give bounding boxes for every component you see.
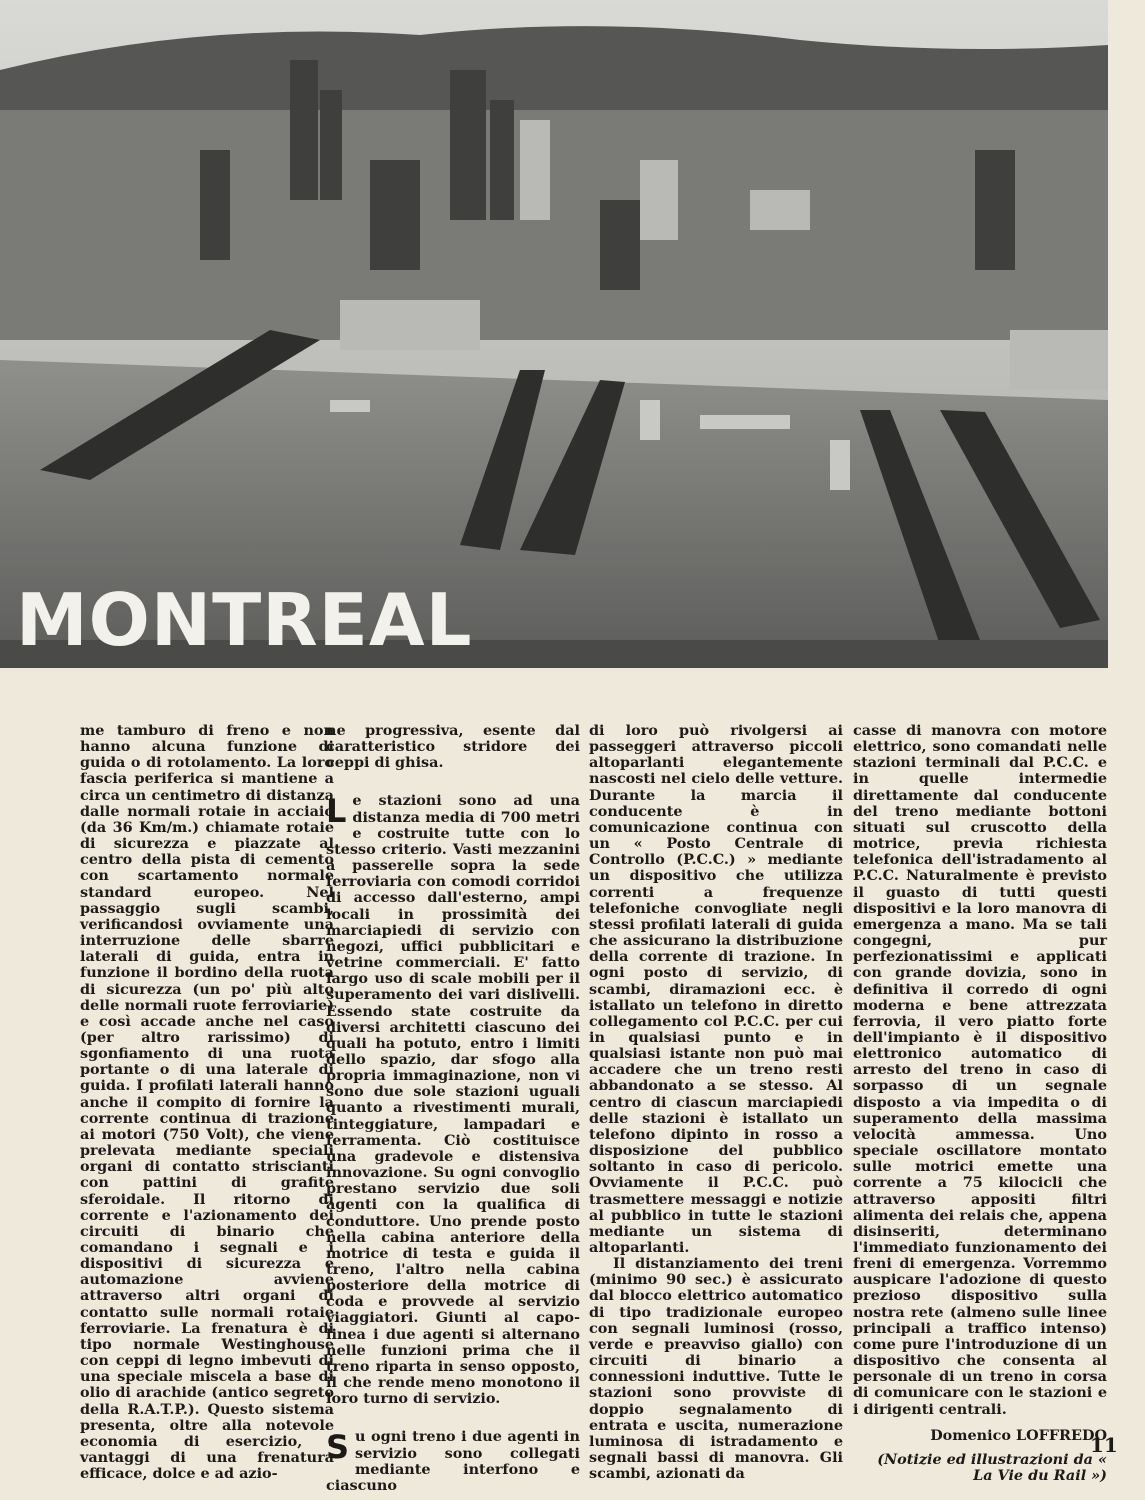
column-2-paragraph-2-text: e stazioni sono ad una distanza media di 700 metri e costruite tutte con lo stesso criterio. Vasti mezzanini a passerelle sopra la sede ferroviaria con comodi corridoi di accesso dall'esterno, ampi locali in prossimità dei marciapiedi di servizio con negozi, uffici pubblicitari e vetrine commerciali. E' fatto largo uso di scale mobili per il superamento dei vari dislivelli. Essendo state costruite da diversi architetti ciascuno dei quali ha potuto, entro i limiti dello spazio, dar sfogo alla propria immaginazione, non vi sono due sole stazioni uguali quanto a rivestimenti murali, tinteggiature, lampadari e ferramenta. Ciò costituisce una gradevole e distensiva innovazione. Su ogni convoglio prestano servizio due soli agenti con la qualifica di conduttore. Uno prende posto nella cabina anteriore della motrice di testa e guida il treno, l'altro nella cabina posteriore della motrice di coda e provvede al servizio viaggiatori. Giunti al capo-linea i due agenti si alternano nelle funzioni prima che il treno riparta in senso opposto, il che rende meno monotono il loro turno di servizio. [326, 792, 580, 1408]
drop-cap-l: L [326, 792, 347, 831]
column-2 [326, 723, 580, 1494]
harbour-illustration [0, 0, 1108, 668]
column-3 [589, 723, 843, 1482]
page-number: 11 [1090, 1433, 1118, 1457]
article-title: MONTREAL [16, 578, 473, 662]
column-4-paragraph-1: casse di manovra con motore elettrico, sono comandati nelle stazioni terminali dal P.C.C. e in quelle intermedie direttamente dal conducente del treno mediante bottoni situati sul cruscotto della motrice, previa richiesta telefonica dell'istradamento al P.C.C. Naturalmente è previsto il guasto di tutti questi dispositivi e la loro manovra di emergenza a mano. Ma se tali congegni, pur perfezionatissimi e applicati con grande dovizia, sono in definitiva il corredo di ogni moderna e bene attrezzata ferrovia, il vero piatto forte dell'impianto è il dispositivo elettronico automatico di arresto del treno in caso di sorpasso di un segnale disposto a via impedita o di superamento della massima velocità ammessa. Uno speciale oscillatore montato sulle motrici emette una corrente a 75 kilocicli che attraverso appositi filtri alimenta dei relais che, appena disinseriti, determinano l'immediato funzionamento dei freni di emergenza. Vorremmo auspicare l'adozione di questo prezioso dispositivo sulla nostra rete (almeno sulle linee principali a traffico intenso) come pure l'introduzione di un dispositivo che consenta al personale di un treno in corsa di comunicare con le stazioni e i dirigenti centrali. [853, 722, 1107, 1418]
source-credits: (Notizie ed illustrazioni da « La Vie du Rail ») [877, 1450, 1107, 1485]
column-3-paragraph-2: Il distanziamento dei treni (minimo 90 sec.) è assicurato dal blocco elettrico automatico di tipo tradizionale europeo con segnali luminosi (rosso, verde e preavviso giallo) con circuiti di binario a connessioni induttive. Tutte le stazioni sono provviste di doppio segnalamento di entrata e uscita, numerazione luminosa di istradamento e segnali bassi di manovra. Gli scambi, azionati da [589, 1255, 843, 1483]
column-2-paragraph-3 [326, 1429, 580, 1494]
column-2-paragraph-3-text: u ogni treno i due agenti in servizio sono collegati mediante interfono e ciascuno [326, 1428, 580, 1494]
column-1 [80, 723, 334, 1482]
author-signature: Domenico LOFFREDO [930, 1426, 1107, 1444]
column-2-paragraph-1: ne progressiva, esente dal caratteristico stridore dei ceppi di ghisa. [326, 722, 580, 772]
column-3-paragraph-1: di loro può rivolgersi ai passeggeri attraverso piccoli altoparlanti elegantemente nascosti nel cielo delle vetture. Durante la marcia il conducente è in comunicazione continua con un « Posto Centrale di Controllo (P.C.C.) » mediante un dispositivo che utilizza correnti a frequenze telefoniche convogliate negli stessi profilati laterali di guida che assicurano la distribuzione della corrente di trazione. In ogni posto di servizio, di scambi, diramazioni ecc. è istallato un telefono in diretto collegamento col P.C.C. per cui in qualsiasi punto e in qualsiasi istante non può mai accadere che un treno resti abbandonato a se stesso. Al centro di ciascun marciapiedi delle stazioni è istallato un telefono dipinto in rosso a disposizione del pubblico soltanto in caso di pericolo. Ovviamente il P.C.C. può trasmettere messaggi e notizie al pubblico in tutte le stazioni mediante un sistema di altoparlanti. [589, 722, 843, 1256]
column-4 [853, 723, 1107, 1484]
montreal-aerial-photo [0, 0, 1108, 668]
column-1-text: me tamburo di freno e non hanno alcuna funzione di guida o di rotolamento. La loro fascia periferica si mantiene a circa un centimetro di distanza dalle normali rotaie in acciaio (da 36 Km/m.) chiamate rotaie di sicurezza e piazzate al centro della pista di cemento con scartamento normale standard europeo. Nel passaggio sugli scambi, verificandosi ovviamente una interruzione delle sbarre laterali di guida, entra in funzione il bordino della ruota di sicurezza (un po' più alto delle normali ruote ferroviarie) e così accade anche nel caso (per altro rarissimo) di sgonfiamento di una ruota portante o di una laterale di guida. I profilati laterali hanno anche il compito di fornire la corrente continua di trazione ai motori (750 Volt), che viene prelevata mediante speciali organi di contatto striscianti con pattini di grafite sferoidale. Il ritorno di corrente e l'azionamento dei circuiti di binario che comandano i segnali e i dispositivi di sicurezza e automazione avviene attraverso altri organi di contatto sulle normali rotaie ferroviarie. La frenatura è di tipo normale Westinghouse con ceppi di legno imbevuti di una speciale miscela a base di olio di arachide (antico segreto della R.A.T.P.). Questo sistema presenta, oltre alla notevole economia di esercizio, i vantaggi di una frenatura efficace, dolce e ad azio- [80, 722, 334, 1483]
drop-cap-s: S [326, 1428, 350, 1467]
column-2-paragraph-2 [326, 793, 580, 1407]
